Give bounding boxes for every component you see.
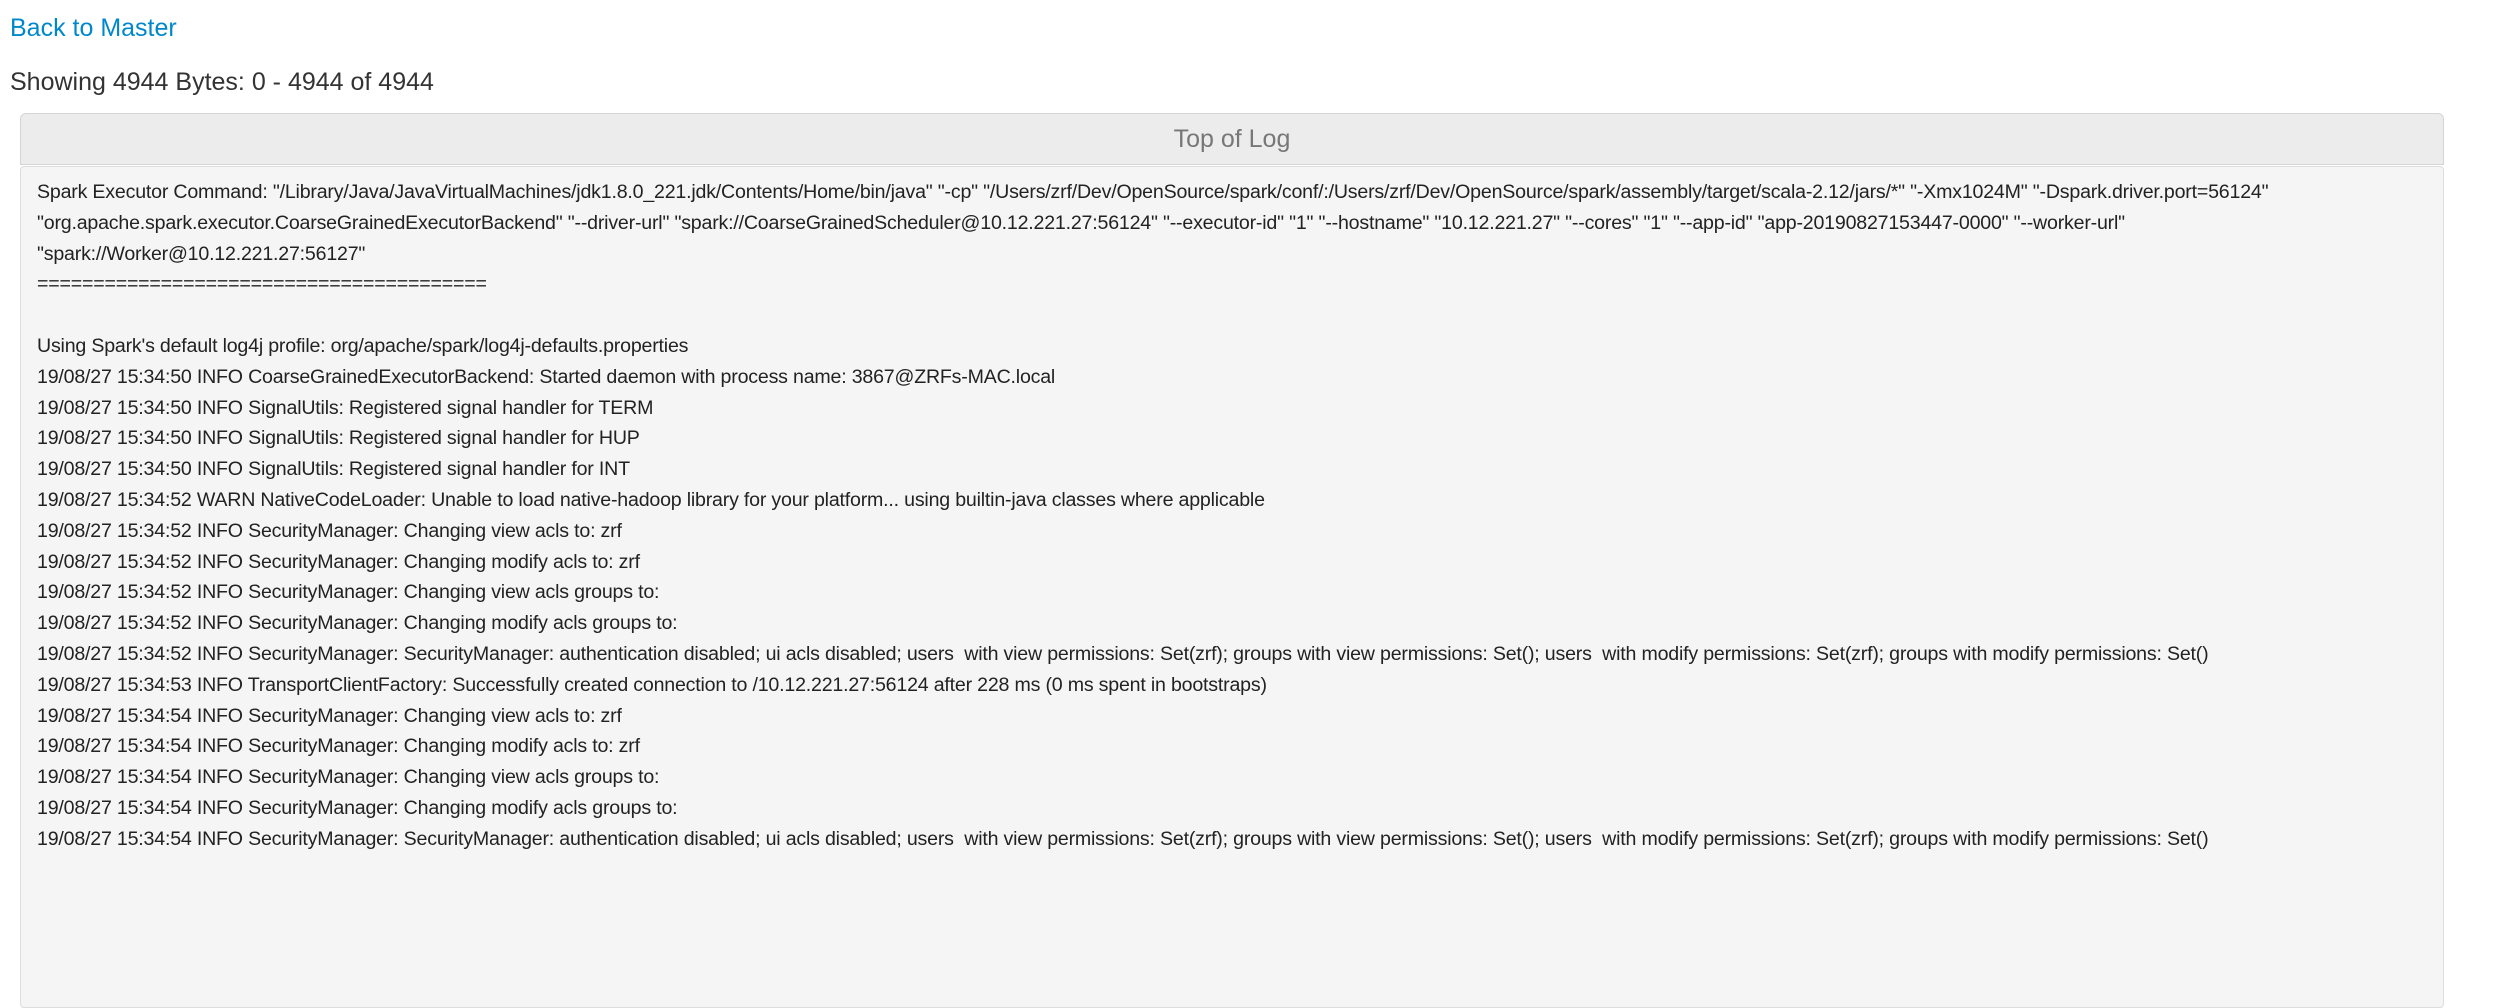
log-line: 19/08/27 15:34:54 INFO SecurityManager: SecurityManager: authentication disabled; ui acls disabled; users with view permissions: Set(zrf); groups with view permissions: Set(); users with modify permissions: Set(zrf); groups with modify permissions: Set() [37,827,2209,850]
log-line: 19/08/27 15:34:52 INFO SecurityManager: Changing modify acls to: zrf [37,550,640,573]
log-line: Using Spark's default log4j profile: org/apache/spark/log4j-defaults.properties [37,334,689,357]
log-line: 19/08/27 15:34:54 INFO SecurityManager: Changing modify acls groups to: [37,796,683,819]
log-line: 19/08/27 15:34:50 INFO SignalUtils: Registered signal handler for INT [37,458,630,481]
byte-range-summary: Showing 4944 Bytes: 0 - 4944 of 4944 [10,68,434,96]
log-line: 19/08/27 15:34:52 INFO SecurityManager: Changing modify acls groups to: [37,612,683,635]
log-line [37,300,2427,331]
back-to-master-link[interactable]: Back to Master [10,14,177,42]
log-line: Spark Executor Command: "/Library/Java/JavaVirtualMachines/jdk1.8.0_221.jdk/Contents/Home/bin/java" "-cp" "/Users/zrf/Dev/OpenSource/spark/conf/:/Users/zrf/Dev/OpenSource/spark/assembly/target/scala-2.12/jars/*" "-Xmx1024M" "-Dspark.driver.port=56124" "org.apache.spark.executor.CoarseGrainedExecutorBackend" "--driver-url" "spark://CoarseGrainedScheduler@10.12.221.27:56124" "--executor-id" "1" "--hostname" "10.12.221.27" "--cores" "1" "--app-id" "app-20190827153447-0000" "--worker-url" "spark://Worker@10.12.221.27:56127" [37,181,2274,265]
log-line: 19/08/27 15:34:54 INFO SecurityManager: Changing view acls to: zrf [37,704,622,727]
log-line: ======================================== [37,273,487,296]
top-of-log-button[interactable]: Top of Log [20,113,2444,165]
log-line: 19/08/27 15:34:54 INFO SecurityManager: Changing view acls groups to: [37,766,665,789]
log-line: 19/08/27 15:34:52 WARN NativeCodeLoader: Unable to load native-hadoop library for your platform... using builtin-java classes where applicable [37,488,1265,511]
log-content-panel[interactable] [20,166,2444,1008]
log-line: 19/08/27 15:34:52 INFO SecurityManager: Changing view acls to: zrf [37,519,622,542]
log-line: 19/08/27 15:34:53 INFO TransportClientFactory: Successfully created connection to /10.12.221.27:56124 after 228 ms (0 ms spent in bootstraps) [37,673,1267,696]
log-line: 19/08/27 15:34:54 INFO SecurityManager: Changing modify acls to: zrf [37,735,640,758]
log-line: 19/08/27 15:34:50 INFO SignalUtils: Registered signal handler for TERM [37,396,654,419]
log-line: 19/08/27 15:34:52 INFO SecurityManager: SecurityManager: authentication disabled; ui acls disabled; users with view permissions: Set(zrf); groups with view permissions: Set(); users with modify permissions: Set(zrf); groups with modify permissions: Set() [37,642,2209,665]
log-line: 19/08/27 15:34:50 INFO CoarseGrainedExecutorBackend: Started daemon with process name: 3867@ZRFs-MAC.local [37,365,1056,388]
log-line: 19/08/27 15:34:50 INFO SignalUtils: Registered signal handler for HUP [37,427,640,450]
log-text [37,177,2427,855]
log-line: 19/08/27 15:34:52 INFO SecurityManager: Changing view acls groups to: [37,581,665,604]
